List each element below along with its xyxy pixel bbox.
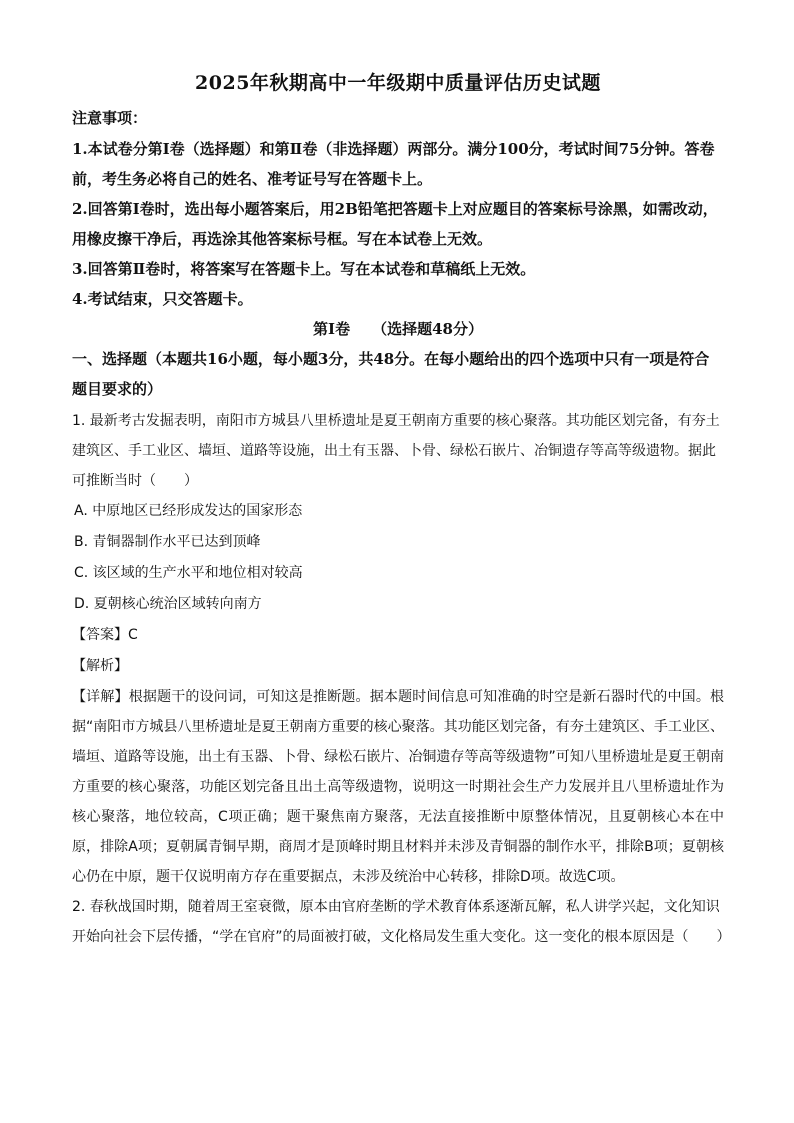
part1-desc: （选择题48分） [372, 320, 483, 338]
question-2-stem: 2. 春秋战国时期，随着周王室衰微，原本由官府垄断的学术教育体系逐渐瓦解，私人讲学兴起，文化知识开始向社会下层传播，“学在官府”的局面被打破，文化格局发生重大变化。这一变化的根本原因是（ ） [72, 899, 731, 945]
notice-item-3: 3.回答第Ⅱ卷时，将答案写在答题卡上。写在本试卷和草稿纸上无效。 [72, 260, 536, 278]
notice-block [72, 107, 724, 314]
section1-heading: 一、选择题（本题共16小题，每小题3分，共48分。在每小题给出的四个选项中只有一项是符合题目要求的） [72, 350, 710, 398]
notice-item-2: 2.回答第Ⅰ卷时，选出每小题答案后，用2B铅笔把答题卡上对应题目的答案标号涂黑，如需改动，用橡皮擦干净后，再选涂其他答案标号框。写在本试卷上无效。 [72, 200, 718, 248]
notice-item-1: 1.本试卷分第Ⅰ卷（选择题）和第Ⅱ卷（非选择题）两部分。满分100分，考试时间75分钟。答卷前，考生务必将自己的姓名、准考证号写在答题卡上。 [72, 140, 715, 188]
part1-heading [72, 314, 724, 344]
exam-title: 2025年秋期高中一年级期中质量评估历史试题 [195, 72, 601, 94]
part1-name: 第Ⅰ卷 [313, 320, 351, 338]
question-1-stem: 1. 最新考古发掘表明，南阳市方城县八里桥遗址是夏王朝南方重要的核心聚落。其功能区划完备，有夯土建筑区、手工业区、墙垣、道路等设施，出土有玉器、卜骨、绿松石嵌片、冶铜遗存等高等级遗物。据此可推断当时（ ） [72, 413, 720, 489]
notice-item-4: 4.考试结束，只交答题卡。 [72, 290, 253, 308]
question-1-option-b: B. 青铜器制作水平已达到顶峰 [74, 534, 261, 550]
question-2 [72, 892, 731, 952]
question-1-detail: 【详解】根据题干的设问词，可知这是推断题。据本题时间信息可知准确的时空是新石器时代的中国。根据“南阳市方城县八里桥遗址是夏王朝南方重要的核心聚落。其功能区划完备，有夯土建筑区、手工业区、墙垣、道路等设施，出土有玉器、卜骨、绿松石嵌片、冶铜遗存等高等级遗物”可知八里桥遗址是夏王朝南方重要的核心聚落，功能区划完备且出土高等级遗物，说明这一时期社会生产力发展并且八里桥遗址作为核心聚落，地位较高，C项正确；题干聚焦南方聚落，无法直接推断中原整体情况，且夏朝核心本在中原，排除A项；夏朝属青铜早期，商周才是顶峰时期且材料并未涉及青铜器的制作水平，排除B项；夏朝核心仍在中原，题干仅说明南方存在重要据点，未涉及统治中心转移，排除D项。故选C项。 [72, 689, 724, 885]
question-1-answer: 【答案】C [72, 627, 138, 643]
question-1-option-a: A. 中原地区已经形成发达的国家形态 [74, 503, 303, 519]
notice-heading: 注意事项： [72, 109, 148, 127]
question-1-option-d: D. 夏朝核心统治区域转向南方 [74, 596, 262, 612]
question-1 [72, 406, 724, 892]
question-1-option-c: C. 该区域的生产水平和地位相对较高 [74, 565, 303, 581]
question-1-analysis-label: 【解析】 [72, 658, 128, 674]
